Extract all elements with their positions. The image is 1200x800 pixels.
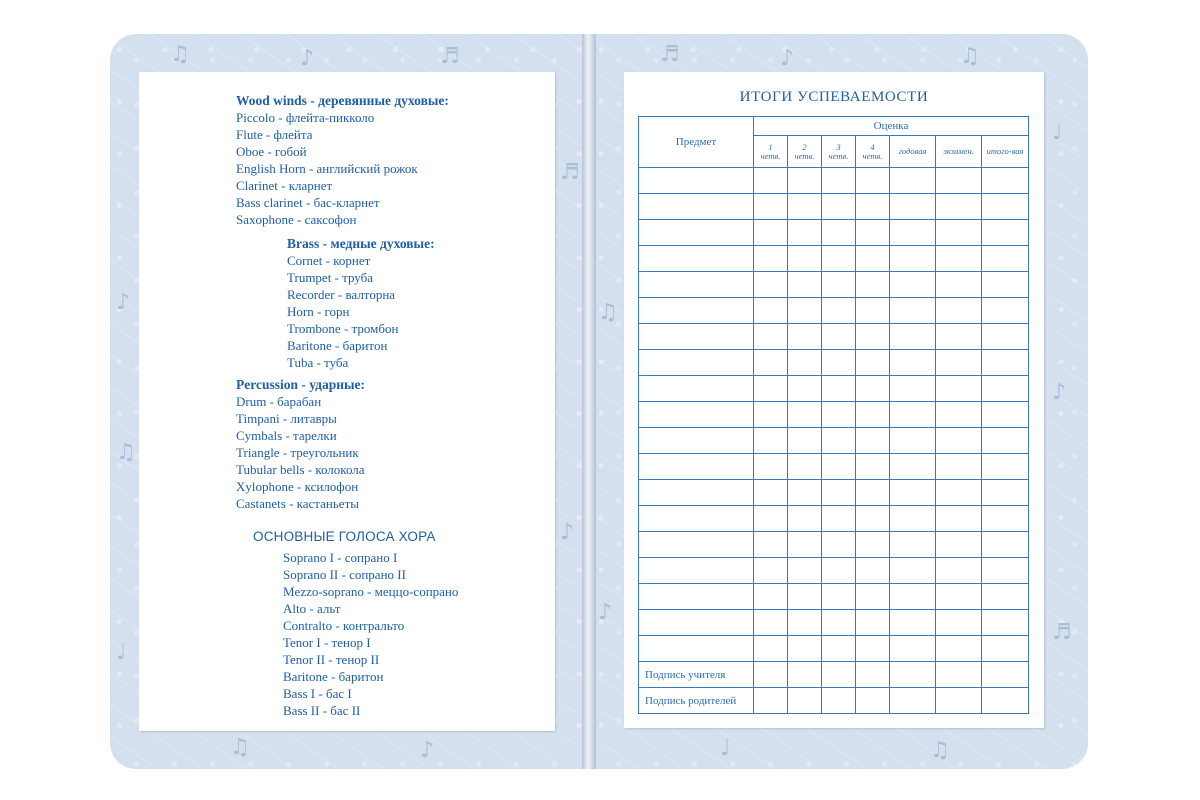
column-number: 4 <box>870 141 875 152</box>
table-row <box>639 194 1029 220</box>
grade-cell[interactable] <box>982 376 1029 402</box>
percussion-item: Drum - барабан <box>236 394 322 409</box>
grade-cell[interactable] <box>982 688 1029 714</box>
music-note-icon: ♪ <box>300 46 315 71</box>
music-note-icon: ♬ <box>560 160 580 185</box>
grade-cell[interactable] <box>856 532 890 558</box>
column-header <box>754 136 788 168</box>
grade-cell[interactable] <box>754 532 788 558</box>
table-row <box>639 454 1029 480</box>
grade-cell[interactable] <box>856 324 890 350</box>
grade-cell[interactable] <box>822 688 856 714</box>
grade-cell[interactable] <box>936 584 982 610</box>
subject-cell[interactable] <box>639 246 754 272</box>
grade-cell[interactable] <box>754 636 788 662</box>
grade-cell[interactable] <box>754 662 788 688</box>
grade-cell[interactable] <box>936 194 982 220</box>
grade-cell[interactable] <box>822 402 856 428</box>
table-row <box>639 428 1029 454</box>
percussion-item: Castanets - кастаньеты <box>236 496 359 511</box>
choir-voice-item: Tenor I - тенор I <box>283 635 371 650</box>
column-number: 1 <box>768 141 773 152</box>
grade-cell[interactable] <box>856 558 890 584</box>
woodwind-item: Bass clarinet - бас-кларнет <box>236 195 380 210</box>
subject-cell[interactable] <box>639 480 754 506</box>
grade-cell[interactable] <box>788 246 822 272</box>
grade-cell[interactable] <box>754 688 788 714</box>
notebook-spine <box>582 34 596 769</box>
grade-cell[interactable] <box>754 376 788 402</box>
grade-cell[interactable] <box>788 610 822 636</box>
grade-cell[interactable] <box>936 220 982 246</box>
music-note-icon: ♫ <box>960 44 980 69</box>
table-row <box>639 584 1029 610</box>
grade-cell[interactable] <box>890 610 936 636</box>
grade-cell[interactable] <box>822 636 856 662</box>
grade-cell[interactable] <box>936 506 982 532</box>
choir-heading: ОСНОВНЫЕ ГОЛОСА ХОРА <box>253 529 436 544</box>
choir-voice-item: Soprano I - сопрано I <box>283 550 398 565</box>
column-label: экзамен. <box>943 146 974 156</box>
grade-cell[interactable] <box>788 350 822 376</box>
table-row <box>639 350 1029 376</box>
percussion-item: Xylophone - ксилофон <box>236 479 359 494</box>
grade-cell[interactable] <box>936 272 982 298</box>
grade-cell[interactable] <box>822 272 856 298</box>
brass-section <box>287 235 435 371</box>
music-note-icon: ♬ <box>1052 620 1072 645</box>
grade-cell[interactable] <box>856 480 890 506</box>
subject-cell[interactable] <box>639 350 754 376</box>
grade-cell[interactable] <box>788 324 822 350</box>
woodwind-item: Piccolo - флейта-пикколо <box>236 110 375 125</box>
grade-cell[interactable] <box>982 350 1029 376</box>
grade-cell[interactable] <box>936 428 982 454</box>
signature-label: Подпись родителей <box>639 688 754 714</box>
grade-cell[interactable] <box>890 454 936 480</box>
music-note-icon: ♫ <box>230 735 250 760</box>
grade-cell[interactable] <box>856 168 890 194</box>
percussion-item: Cymbals - тарелки <box>236 428 337 443</box>
grade-cell[interactable] <box>936 662 982 688</box>
grade-cell[interactable] <box>788 168 822 194</box>
grade-cell[interactable] <box>822 610 856 636</box>
grades-table <box>638 116 1029 714</box>
column-header <box>982 136 1029 168</box>
music-note-icon: ♪ <box>420 738 435 763</box>
choir-voice-item: Mezzo-soprano - меццо-сопрано <box>283 584 459 599</box>
grade-cell[interactable] <box>822 376 856 402</box>
column-label: годовая <box>898 146 927 156</box>
table-row <box>639 480 1029 506</box>
woodwind-item: English Horn - английский рожок <box>236 161 418 176</box>
column-label: четв. <box>862 150 883 161</box>
grade-header: Оценка <box>754 117 1029 136</box>
grade-cell[interactable] <box>890 428 936 454</box>
choir-voice-item: Soprano II - сопрано II <box>283 567 406 582</box>
woodwind-item: Saxophone - саксофон <box>236 212 357 227</box>
grade-cell[interactable] <box>822 532 856 558</box>
subject-cell[interactable] <box>639 558 754 584</box>
music-note-icon: ♪ <box>780 46 795 71</box>
subject-cell[interactable] <box>639 532 754 558</box>
brass-item: Trumpet - труба <box>287 270 374 285</box>
grade-cell[interactable] <box>754 402 788 428</box>
table-row <box>639 506 1029 532</box>
choir-voice-item: Alto - альт <box>283 601 341 616</box>
column-number: 2 <box>802 141 807 152</box>
grade-cell[interactable] <box>982 662 1029 688</box>
grade-cell[interactable] <box>754 428 788 454</box>
subject-cell[interactable] <box>639 636 754 662</box>
subject-cell[interactable] <box>639 194 754 220</box>
woodwinds-heading: Wood winds - деревянные духовые: <box>236 93 449 108</box>
page-title: ИТОГИ УСПЕВАЕМОСТИ <box>739 89 929 105</box>
grade-cell[interactable] <box>982 272 1029 298</box>
grade-cell[interactable] <box>822 246 856 272</box>
grade-cell[interactable] <box>890 350 936 376</box>
grade-cell[interactable] <box>856 428 890 454</box>
grade-cell[interactable] <box>982 532 1029 558</box>
grade-cell[interactable] <box>890 402 936 428</box>
brass-item: Cornet - корнет <box>287 253 371 268</box>
music-note-icon: ♩ <box>116 640 127 665</box>
percussion-item: Triangle - треугольник <box>236 445 359 460</box>
grade-cell[interactable] <box>754 454 788 480</box>
choir-voice-item: Tenor II - тенор II <box>283 652 380 667</box>
table-row <box>639 246 1029 272</box>
grade-cell[interactable] <box>788 298 822 324</box>
grade-cell[interactable] <box>856 610 890 636</box>
grade-cell[interactable] <box>856 350 890 376</box>
music-note-icon: ♪ <box>598 600 613 625</box>
table-row <box>639 532 1029 558</box>
choir-section <box>283 549 458 719</box>
grade-cell[interactable] <box>856 220 890 246</box>
grade-cell[interactable] <box>982 610 1029 636</box>
grade-cell[interactable] <box>936 558 982 584</box>
grade-cell[interactable] <box>982 324 1029 350</box>
grade-cell[interactable] <box>890 532 936 558</box>
grade-cell[interactable] <box>788 376 822 402</box>
grade-cell[interactable] <box>788 584 822 610</box>
music-note-icon: ♫ <box>116 440 136 465</box>
grade-cell[interactable] <box>936 376 982 402</box>
brass-item: Horn - горн <box>287 304 350 319</box>
music-note-icon: ♪ <box>116 290 131 315</box>
grade-cell[interactable] <box>890 376 936 402</box>
choir-voice-item: Contralto - контральто <box>283 618 405 633</box>
woodwind-item: Clarinet - кларнет <box>236 178 333 193</box>
grade-cell[interactable] <box>936 298 982 324</box>
woodwind-item: Flute - флейта <box>236 127 313 142</box>
grade-cell[interactable] <box>936 532 982 558</box>
grade-cell[interactable] <box>982 558 1029 584</box>
grade-cell[interactable] <box>788 636 822 662</box>
grade-cell[interactable] <box>936 350 982 376</box>
subject-cell[interactable] <box>639 324 754 350</box>
grade-cell[interactable] <box>890 324 936 350</box>
grade-cell[interactable] <box>890 558 936 584</box>
grade-cell[interactable] <box>982 428 1029 454</box>
grade-cell[interactable] <box>936 636 982 662</box>
grade-cell[interactable] <box>936 480 982 506</box>
grade-cell[interactable] <box>856 298 890 324</box>
choir-voice-item: Bass II - бас II <box>283 703 361 718</box>
grade-cell[interactable] <box>890 194 936 220</box>
grade-cell[interactable] <box>822 454 856 480</box>
grade-cell[interactable] <box>754 246 788 272</box>
table-row <box>639 168 1029 194</box>
table-row <box>639 402 1029 428</box>
grade-cell[interactable] <box>788 402 822 428</box>
percussion-section <box>236 376 365 512</box>
teacher-signature-row <box>639 662 1029 688</box>
grade-cell[interactable] <box>856 688 890 714</box>
grade-cell[interactable] <box>788 428 822 454</box>
grade-cell[interactable] <box>890 636 936 662</box>
subject-cell[interactable] <box>639 220 754 246</box>
grade-cell[interactable] <box>936 688 982 714</box>
grade-cell[interactable] <box>788 688 822 714</box>
grade-cell[interactable] <box>822 558 856 584</box>
signature-label: Подпись учителя <box>639 662 754 688</box>
grade-cell[interactable] <box>890 688 936 714</box>
grade-cell[interactable] <box>856 662 890 688</box>
choir-voice-item: Bass I - бас I <box>283 686 352 701</box>
grade-cell[interactable] <box>890 480 936 506</box>
subject-cell[interactable] <box>639 610 754 636</box>
table-row <box>639 610 1029 636</box>
grade-cell[interactable] <box>936 324 982 350</box>
choir-voice-item: Baritone - баритон <box>283 669 384 684</box>
grade-cell[interactable] <box>890 298 936 324</box>
table-row <box>639 558 1029 584</box>
grade-cell[interactable] <box>856 402 890 428</box>
woodwind-item: Oboe - гобой <box>236 144 307 159</box>
grade-cell[interactable] <box>788 506 822 532</box>
grade-cell[interactable] <box>856 636 890 662</box>
grade-cell[interactable] <box>822 324 856 350</box>
grade-cell[interactable] <box>982 194 1029 220</box>
grade-cell[interactable] <box>856 194 890 220</box>
grade-cell[interactable] <box>982 168 1029 194</box>
grade-cell[interactable] <box>890 168 936 194</box>
grade-cell[interactable] <box>890 220 936 246</box>
grade-cell[interactable] <box>788 532 822 558</box>
grade-cell[interactable] <box>822 194 856 220</box>
grade-cell[interactable] <box>754 324 788 350</box>
column-number: 3 <box>836 141 841 152</box>
subject-cell[interactable] <box>639 428 754 454</box>
grade-cell[interactable] <box>890 246 936 272</box>
grade-cell[interactable] <box>856 584 890 610</box>
grade-cell[interactable] <box>982 480 1029 506</box>
grade-cell[interactable] <box>754 272 788 298</box>
grade-cell[interactable] <box>822 506 856 532</box>
grade-cell[interactable] <box>754 350 788 376</box>
grade-cell[interactable] <box>754 298 788 324</box>
music-note-icon: ♪ <box>1052 380 1067 405</box>
percussion-item: Timpani - литавры <box>236 411 337 426</box>
music-note-icon: ♩ <box>720 736 731 761</box>
grade-cell[interactable] <box>982 636 1029 662</box>
music-note-icon: ♩ <box>1052 120 1063 145</box>
grade-cell[interactable] <box>890 662 936 688</box>
grade-cell[interactable] <box>754 506 788 532</box>
grade-cell[interactable] <box>936 168 982 194</box>
music-note-icon: ♫ <box>598 300 618 325</box>
brass-item: Baritone - баритон <box>287 338 388 353</box>
grade-cell[interactable] <box>982 402 1029 428</box>
grade-cell[interactable] <box>754 480 788 506</box>
grade-cell[interactable] <box>822 298 856 324</box>
subject-cell[interactable] <box>639 506 754 532</box>
grade-cell[interactable] <box>788 662 822 688</box>
grade-cell[interactable] <box>982 584 1029 610</box>
grade-cell[interactable] <box>856 272 890 298</box>
music-note-icon: ♬ <box>660 42 680 67</box>
grade-cell[interactable] <box>822 220 856 246</box>
subject-header: Предмет <box>639 117 754 168</box>
grade-cell[interactable] <box>822 584 856 610</box>
music-note-icon: ♫ <box>930 738 950 763</box>
table-row <box>639 298 1029 324</box>
subject-cell[interactable] <box>639 402 754 428</box>
grade-cell[interactable] <box>822 662 856 688</box>
music-note-icon: ♫ <box>170 42 190 67</box>
column-header <box>788 136 822 168</box>
column-label: итого-вая <box>986 146 1024 156</box>
music-note-icon: ♬ <box>440 44 460 69</box>
parent-signature-row <box>639 688 1029 714</box>
brass-heading: Brass - медные духовые: <box>287 236 435 251</box>
column-label: четв. <box>760 150 781 161</box>
grade-cell[interactable] <box>936 402 982 428</box>
grade-cell[interactable] <box>936 610 982 636</box>
grade-cell[interactable] <box>856 246 890 272</box>
table-row <box>639 376 1029 402</box>
subject-cell[interactable] <box>639 298 754 324</box>
column-header <box>936 136 982 168</box>
table-row <box>639 220 1029 246</box>
grade-cell[interactable] <box>982 220 1029 246</box>
grade-cell[interactable] <box>936 454 982 480</box>
table-row <box>639 272 1029 298</box>
grade-cell[interactable] <box>754 610 788 636</box>
subject-cell[interactable] <box>639 168 754 194</box>
grade-cell[interactable] <box>754 168 788 194</box>
grade-cell[interactable] <box>856 376 890 402</box>
table-row <box>639 324 1029 350</box>
percussion-item: Tubular bells - колокола <box>236 462 365 477</box>
column-header <box>856 136 890 168</box>
subject-cell[interactable] <box>639 454 754 480</box>
grade-cell[interactable] <box>982 246 1029 272</box>
grade-cell[interactable] <box>788 194 822 220</box>
brass-item: Recorder - валторна <box>287 287 396 302</box>
brass-item: Tuba - туба <box>287 355 349 370</box>
grade-cell[interactable] <box>822 168 856 194</box>
subject-cell[interactable] <box>639 584 754 610</box>
grade-cell[interactable] <box>788 454 822 480</box>
grade-cell[interactable] <box>788 558 822 584</box>
grade-cell[interactable] <box>822 350 856 376</box>
brass-item: Trombone - тромбон <box>287 321 399 336</box>
grade-cell[interactable] <box>788 272 822 298</box>
column-header <box>822 136 856 168</box>
grade-cell[interactable] <box>982 454 1029 480</box>
grade-cell[interactable] <box>754 558 788 584</box>
grade-cell[interactable] <box>890 506 936 532</box>
grade-cell[interactable] <box>754 194 788 220</box>
subject-cell[interactable] <box>639 272 754 298</box>
grade-cell[interactable] <box>822 428 856 454</box>
grade-cell[interactable] <box>982 298 1029 324</box>
column-header <box>890 136 936 168</box>
grade-cell[interactable] <box>856 454 890 480</box>
grade-cell[interactable] <box>890 272 936 298</box>
table-row <box>639 636 1029 662</box>
grade-cell[interactable] <box>754 584 788 610</box>
column-label: четв. <box>794 150 815 161</box>
grade-cell[interactable] <box>754 220 788 246</box>
grade-cell[interactable] <box>856 506 890 532</box>
column-label: четв. <box>828 150 849 161</box>
grade-cell[interactable] <box>982 506 1029 532</box>
woodwinds-section <box>236 92 449 228</box>
subject-cell[interactable] <box>639 376 754 402</box>
grade-cell[interactable] <box>890 584 936 610</box>
grade-cell[interactable] <box>788 220 822 246</box>
grade-cell[interactable] <box>936 246 982 272</box>
percussion-heading: Percussion - ударные: <box>236 377 366 392</box>
music-note-icon: ♪ <box>560 520 575 545</box>
grade-cell[interactable] <box>822 480 856 506</box>
grade-cell[interactable] <box>788 480 822 506</box>
